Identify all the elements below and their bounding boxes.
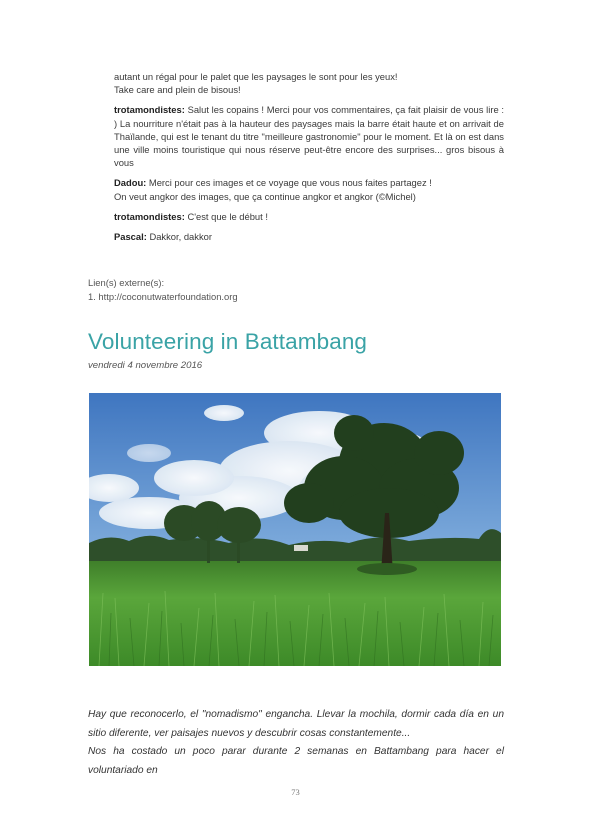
external-links-heading: Lien(s) externe(s): (88, 277, 165, 288)
post-title: Volunteering in Battambang (88, 329, 368, 354)
comment-text: Dakkor, dakkor (149, 231, 212, 243)
comment-author: Pascal: (114, 231, 147, 243)
comment-text: Merci pour ces images et ce voyage que vous nous faites partagez ! On veut angkor des images, que ça continue angkor et angkor (©Michel) (114, 177, 432, 202)
page-number: 73 (291, 787, 300, 797)
external-links (88, 276, 238, 303)
comment-author: Dadou: (114, 177, 147, 189)
comment-author: trotamondistes: (114, 104, 185, 116)
comment (114, 176, 504, 202)
comment-text: Salut les copains ! Merci pour vos commentaires, ça fait plaisir de vous lire : ) La nourriture n'était pas à la hauteur des paysages mais la barre était haute et on arrivait de Thaïlande, qui est le tenant du titre "meilleure gastronomie" pour le moment. Et là on est dans une ville moins touristique qui nous réserve peut-être encore des surprises... gros bisous à vous (114, 104, 504, 169)
external-link[interactable]: 1. http://coconutwaterfoundation.org (88, 290, 238, 302)
post-photo (89, 393, 501, 666)
comment (114, 103, 504, 169)
comment-text: C'est que le début ! (187, 210, 268, 222)
post-date: vendredi 4 novembre 2016 (88, 360, 203, 371)
comment-author: trotamondistes: (114, 210, 185, 222)
post-body (88, 706, 504, 780)
comments-section (114, 70, 504, 250)
comment (114, 70, 504, 96)
body-paragraph: Nos ha costado un poco parar durante 2 semanas en Battambang para hacer el voluntariado en (88, 746, 504, 776)
body-paragraph: Hay que reconocerlo, el "nomadismo" engancha. Llevar la mochila, dormir cada día en un sitio diferente, ver paisajes nuevos y descubrir cosas constantemente... (88, 709, 504, 739)
comment-text: autant un régal pour le palet que les paysages le sont pour les yeux! Take care and plein de bisous! (114, 71, 398, 96)
comment (114, 210, 504, 223)
comment (114, 230, 504, 243)
